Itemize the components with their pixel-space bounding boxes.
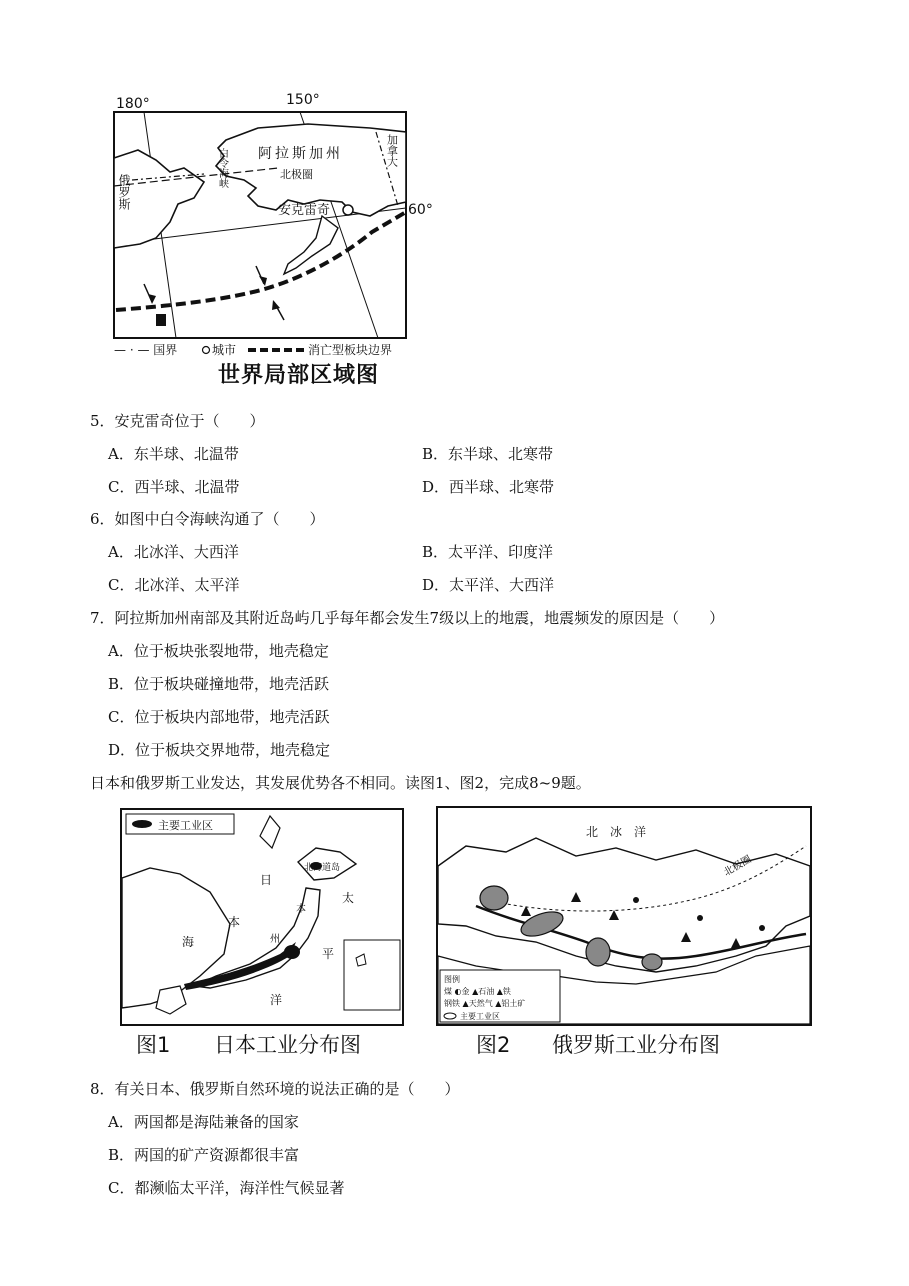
arctic-circle-label: 北极圈 [280,168,313,181]
question-7-option-d[interactable]: D．位于板块交界地带，地壳稳定 [108,741,331,759]
question-6-option-c[interactable]: C．北冰洋、太平洋 [108,576,240,594]
question-8-option-c[interactable]: C．都濒临太平洋，海洋性气候显著 [108,1179,345,1197]
question-8-option-b[interactable]: B．两国的矿产资源都很丰富 [108,1146,300,1164]
japan-sea-char-1: 日 [260,873,273,887]
fig1-legend-label: 主要工业区 [158,819,213,832]
question-5-stem: 5．安克雷奇位于（ ） [90,412,265,430]
alaska-label: 阿拉斯加州 [258,146,343,162]
pacific-char-2: 平 [322,947,335,961]
legend-plate-boundary: 消亡型板块边界 [308,343,393,357]
japan-sea-char-2: 本 [228,915,241,929]
russia-label: 俄罗斯 [117,174,131,210]
lon-150-label: 150° [286,92,320,108]
japan-industry-map [120,808,404,1026]
fig1-caption-text: 日本工业分布图 [214,1033,361,1057]
fig2-legend-line-3: 主要工业区 [460,1012,500,1021]
question-5-option-a[interactable]: A．东半球、北温带 [108,445,239,463]
fig2-legend-line-2: 钢铁 ▲天然气 ▲铝土矿 [444,999,526,1008]
legend-city: 城市 [212,343,237,357]
honshu-char-2: 州 [270,934,280,945]
question-5-option-c[interactable]: C．西半球、北温带 [108,478,240,496]
question-5-option-b[interactable]: B．东半球、北寒带 [422,445,554,463]
question-5-option-d[interactable]: D．西半球、北寒带 [422,478,555,496]
question-6-option-a[interactable]: A．北冰洋、大西洋 [108,543,239,561]
question-7-option-a[interactable]: A．位于板块张裂地带，地壳稳定 [108,642,329,660]
arctic-ocean-label: 北 冰 洋 [586,825,647,839]
legend-border: — · — 国界 [114,343,178,357]
fig2-caption-text: 俄罗斯工业分布图 [552,1033,720,1057]
intro-text: 日本和俄罗斯工业发达，其发展优势各不相同。读图1、图2，完成8~9题。 [90,774,591,792]
pacific-char-3: 洋 [270,993,283,1007]
lat-60-label: 60° [408,202,433,218]
pacific-char-1: 太 [342,891,355,905]
canada-label: 加拿大 [385,134,399,167]
map-title: 世界局部区域图 [218,363,380,388]
question-7-option-c[interactable]: C．位于板块内部地带，地壳活跃 [108,708,330,726]
russia-industry-map [436,806,812,1026]
question-7-option-b[interactable]: B．位于板块碰撞地带，地壳活跃 [108,675,330,693]
japan-sea-char-3: 海 [182,935,195,949]
question-7-stem: 7．阿拉斯加州南部及其附近岛屿几乎每年都会发生7级以上的地震，地震频发的原因是（ ） [90,609,725,627]
question-8-option-a[interactable]: A．两国都是海陆兼备的国家 [108,1113,299,1131]
question-6-option-d[interactable]: D．太平洋、大西洋 [422,576,555,594]
fig2-legend-line-1: 煤 ◐金 ▲石油 ▲铁 [444,987,511,996]
fig2-legend-title: 图例 [444,975,460,984]
fig1-caption-number: 图1 [136,1033,171,1057]
question-8-stem: 8．有关日本、俄罗斯自然环境的说法正确的是（ ） [90,1080,460,1098]
fig2-caption-number: 图2 [476,1033,511,1057]
hokkaido-label: 北海道岛 [304,863,341,873]
honshu-char-1: 本 [296,904,306,915]
lon-180-label: 180° [116,96,150,112]
question-6-option-b[interactable]: B．太平洋、印度洋 [422,543,554,561]
world-region-map [108,88,438,388]
bering-strait-label: 白令海峡 [216,148,228,188]
anchorage-label: 安克雷奇 [278,203,331,218]
fig2-arctic-circle-label: 北极圈 [722,854,754,879]
question-6-stem: 6．如图中白令海峡沟通了（ ） [90,510,325,528]
